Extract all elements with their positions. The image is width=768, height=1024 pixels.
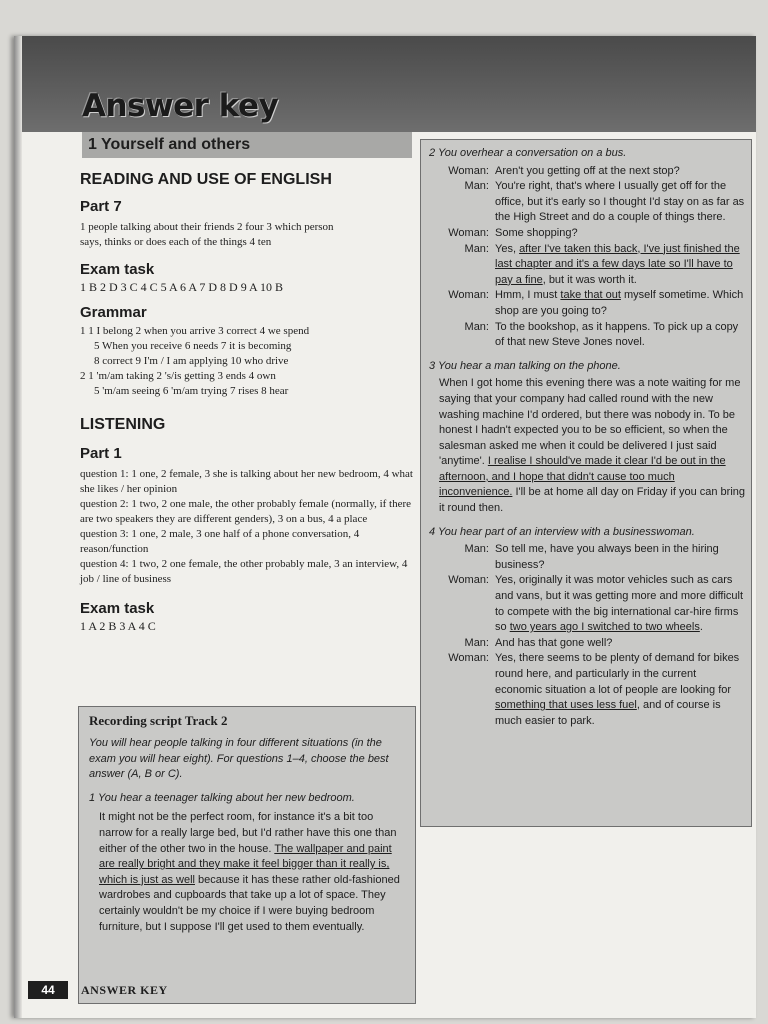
q1-text-part: because it has these rather old-fashioned wardrobes and cupboards that take up a lot of space. They certainly wouldn't be my choice if I were buying bedroom furniture, but I suppose I'll get used to them eventually. bbox=[99, 873, 400, 933]
speaker-label: Woman: bbox=[448, 289, 489, 302]
speaker-label: Woman: bbox=[448, 574, 489, 587]
q4-dialogue bbox=[429, 542, 745, 729]
q3-text-part: When I got home this evening there was a note waiting for me saying that your company had called round with the new washing machine I'd ordered, but there was nobody in. To be honest I hadn't expected you to be so efficient, so when the salesman asked me when it could be delivered I just said 'anytime'. bbox=[439, 377, 741, 468]
page-number: 44 bbox=[28, 981, 68, 999]
exam-task-heading: Exam task bbox=[80, 261, 155, 278]
speaker-label: Man: bbox=[464, 543, 489, 556]
recording-intro: You will hear people talking in four different situations (in the exam you will hear eight). For questions 1–4, choose the best answer (A, B or C). bbox=[89, 737, 389, 781]
speaker-text: So tell me, have you always been in the hiring business? bbox=[495, 543, 719, 571]
part7-line2: says, thinks or does each of the things 4 ten bbox=[80, 236, 272, 248]
page bbox=[14, 36, 756, 1018]
speaker-text: Aren't you getting off at the next stop? bbox=[495, 164, 680, 177]
text-underlined: something that uses less fuel bbox=[495, 699, 637, 712]
speaker-text: To the bookshop, as it happens. To pick up a copy of that new Steve Jones novel. bbox=[495, 320, 739, 349]
speaker-text: Some shopping? bbox=[495, 226, 578, 239]
exam-task2-answers: 1 A 2 B 3 A 4 C bbox=[80, 619, 156, 633]
part7-line1: 1 people talking about their friends 2 four 3 which person bbox=[80, 221, 334, 233]
speaker-label: Man: bbox=[464, 242, 489, 255]
q1-text-part: It might not be the perfect room, for instance it's a bit too narrow for a really large bed, but I'd rather have this one than either of the other two in the house. bbox=[99, 811, 397, 855]
text-part: . bbox=[699, 621, 703, 634]
speaker-text: And has that gone well? bbox=[495, 636, 613, 649]
q1-text-underlined: The wallpaper and paint are really bright and they make it feel bigger than it really is, which is just as well bbox=[99, 842, 392, 886]
grammar-line: 1 1 I belong 2 when you arrive 3 correct 4 we spend bbox=[80, 325, 310, 337]
part7-heading: Part 7 bbox=[80, 198, 122, 215]
grammar-heading: Grammar bbox=[80, 304, 147, 321]
text-part: , but it was worth it. bbox=[542, 273, 637, 286]
q3-text bbox=[429, 376, 745, 516]
dialogue-line bbox=[429, 542, 745, 573]
text-underlined: take that out bbox=[560, 289, 621, 302]
grammar-line: 5 'm/am seeing 6 'm/am trying 7 rises 8 hear bbox=[94, 385, 289, 397]
dialogue-line bbox=[429, 636, 745, 652]
dialogue-line bbox=[429, 164, 745, 180]
page-edge bbox=[14, 36, 22, 1018]
text-part: Yes, originally it was motor vehicles such as cars and vans, but it was getting more and more difficult to compete with the big international car-hire firms so bbox=[495, 574, 744, 634]
q2-prompt: 2 You overhear a conversation on a bus. bbox=[429, 147, 627, 159]
text-part: , and of course is much easier to park. bbox=[495, 699, 721, 727]
text-part: Hmm, I must bbox=[495, 289, 561, 302]
speaker-text: You're right, that's where I usually get off for the office, but it's early so I thought I'd stay on as far as the High Street and do a couple of things there. bbox=[495, 180, 745, 224]
speaker-label: Woman: bbox=[448, 164, 489, 177]
grammar-line: 5 When you receive 6 needs 7 it is becoming bbox=[94, 340, 292, 352]
part1-heading: Part 1 bbox=[80, 445, 122, 462]
grammar-line: 2 1 'm/am taking 2 's/is getting 3 ends 4 own bbox=[80, 370, 276, 382]
dialogue-line bbox=[429, 226, 745, 242]
footer-label: ANSWER KEY bbox=[81, 983, 168, 997]
q2-dialogue bbox=[429, 164, 745, 351]
page-title: Answer key bbox=[82, 88, 279, 124]
dialogue-line bbox=[429, 288, 745, 319]
speaker-text bbox=[495, 573, 745, 635]
q1-prompt: 1 You hear a teenager talking about her new bedroom. bbox=[89, 791, 355, 804]
q3-prompt: 3 You hear a man talking on the phone. bbox=[429, 359, 621, 372]
speaker-label: Man: bbox=[464, 636, 489, 649]
speaker-label: Woman: bbox=[448, 226, 489, 239]
reading-heading: READING AND USE OF ENGLISH bbox=[80, 171, 332, 188]
question-answer: question 3: 1 one, 2 male, 3 one half of a phone conversation, 4 reason/function bbox=[80, 528, 360, 555]
dialogue-line bbox=[429, 573, 745, 635]
speaker-label: Man: bbox=[464, 320, 489, 333]
speaker-label: Man: bbox=[464, 180, 489, 193]
dialogue-line bbox=[429, 651, 745, 729]
grammar-line: 8 correct 9 I'm / I am applying 10 who drive bbox=[94, 355, 289, 367]
listening-heading: LISTENING bbox=[80, 416, 166, 433]
exam-task-answers: 1 B 2 D 3 C 4 C 5 A 6 A 7 D 8 D 9 A 10 B bbox=[80, 280, 284, 294]
text-underlined: after I've taken this back, I've just finished the last chapter and it's a few days late so I'll have to pay a fine bbox=[495, 242, 740, 286]
speaker-label: Woman: bbox=[448, 652, 489, 665]
recording-heading: Recording script Track 2 bbox=[89, 713, 228, 728]
question-answer: question 4: 1 two, 2 one female, the other probably male, 3 an interview, 4 job / line of business bbox=[80, 558, 408, 585]
q1-text bbox=[89, 810, 407, 935]
exam-task2-heading: Exam task bbox=[80, 600, 155, 617]
recording-script-box bbox=[78, 706, 416, 1004]
left-column bbox=[80, 172, 415, 634]
text-part: Yes, bbox=[495, 242, 520, 255]
q3-text-underlined: I realise I should've made it clear I'd be out in the afternoon, and I hope that didn't cause too much inconvenience. bbox=[439, 455, 726, 499]
speaker-text bbox=[495, 288, 745, 319]
dialogue-line bbox=[429, 320, 745, 351]
text-part: Yes, there seems to be plenty of demand for bikes round here, and particularly in the current economic situation a lot of people are looking for bbox=[495, 652, 740, 696]
text-underlined: two years ago I switched to two wheels bbox=[509, 621, 700, 634]
question-answer: question 2: 1 two, 2 one male, the other probably female (normally, if there are two speakers they are different genders), 3 on a bus, 4 a place bbox=[80, 498, 412, 525]
dialogue-line bbox=[429, 242, 745, 289]
section-heading: 1 Yourself and others bbox=[82, 132, 412, 158]
speaker-text bbox=[495, 242, 745, 289]
speaker-text bbox=[495, 651, 745, 729]
text-part: myself sometime. Which shop are you going to? bbox=[495, 289, 744, 317]
question-answer: question 1: 1 one, 2 female, 3 she is talking about her new bedroom, 4 what she likes / her opinion bbox=[80, 468, 413, 495]
dialogue-line bbox=[429, 179, 745, 226]
right-script-box bbox=[420, 139, 752, 827]
q4-prompt: 4 You hear part of an interview with a businesswoman. bbox=[429, 525, 695, 538]
q3-text-part: I'll be at home all day on Friday if you can bring it round then. bbox=[439, 486, 746, 515]
